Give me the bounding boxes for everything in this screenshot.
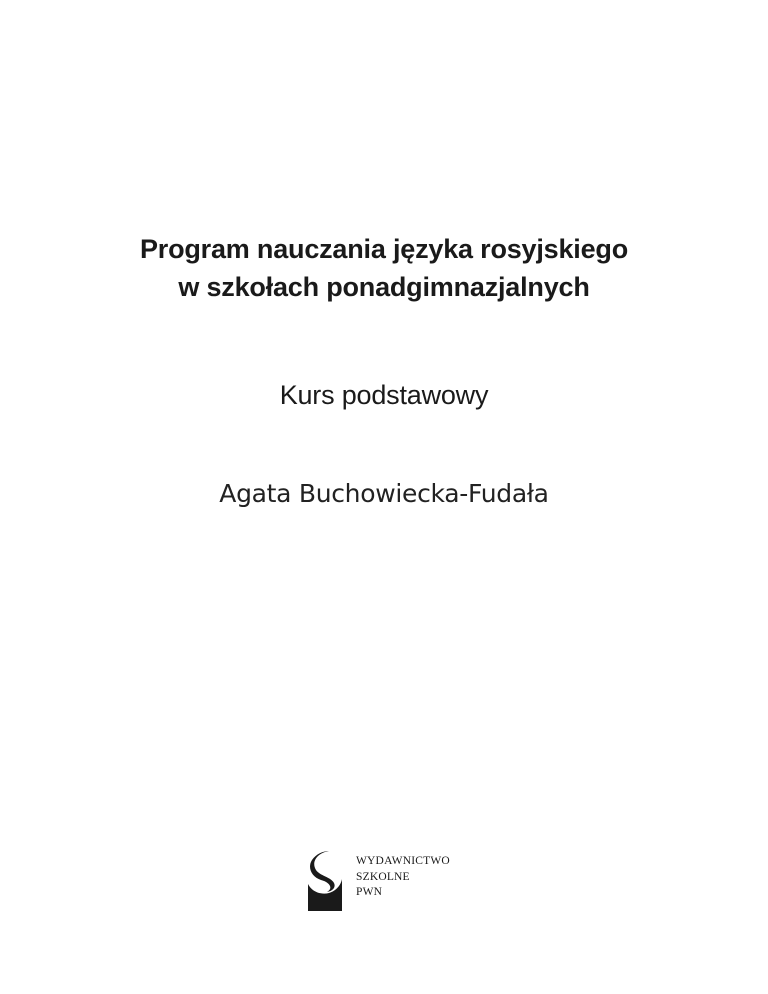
subtitle: Kurs podstawowy — [279, 380, 489, 410]
title-line-1: Program nauczania języka rosyjskiego — [139, 234, 628, 264]
publisher-logo-icon — [307, 850, 343, 912]
publisher-line-1: WYDAWNICTWO — [356, 855, 450, 867]
title-line-2: w szkołach ponadgimnazjalnych — [178, 272, 590, 302]
page-title — [0, 230, 768, 306]
author-name: Agata Buchowiecka-Fudała — [219, 479, 549, 508]
publisher-line-3: PWN — [356, 886, 383, 898]
publisher-name — [356, 854, 450, 901]
publisher-block — [307, 850, 477, 912]
publisher-line-2: SZKOLNE — [356, 870, 410, 883]
